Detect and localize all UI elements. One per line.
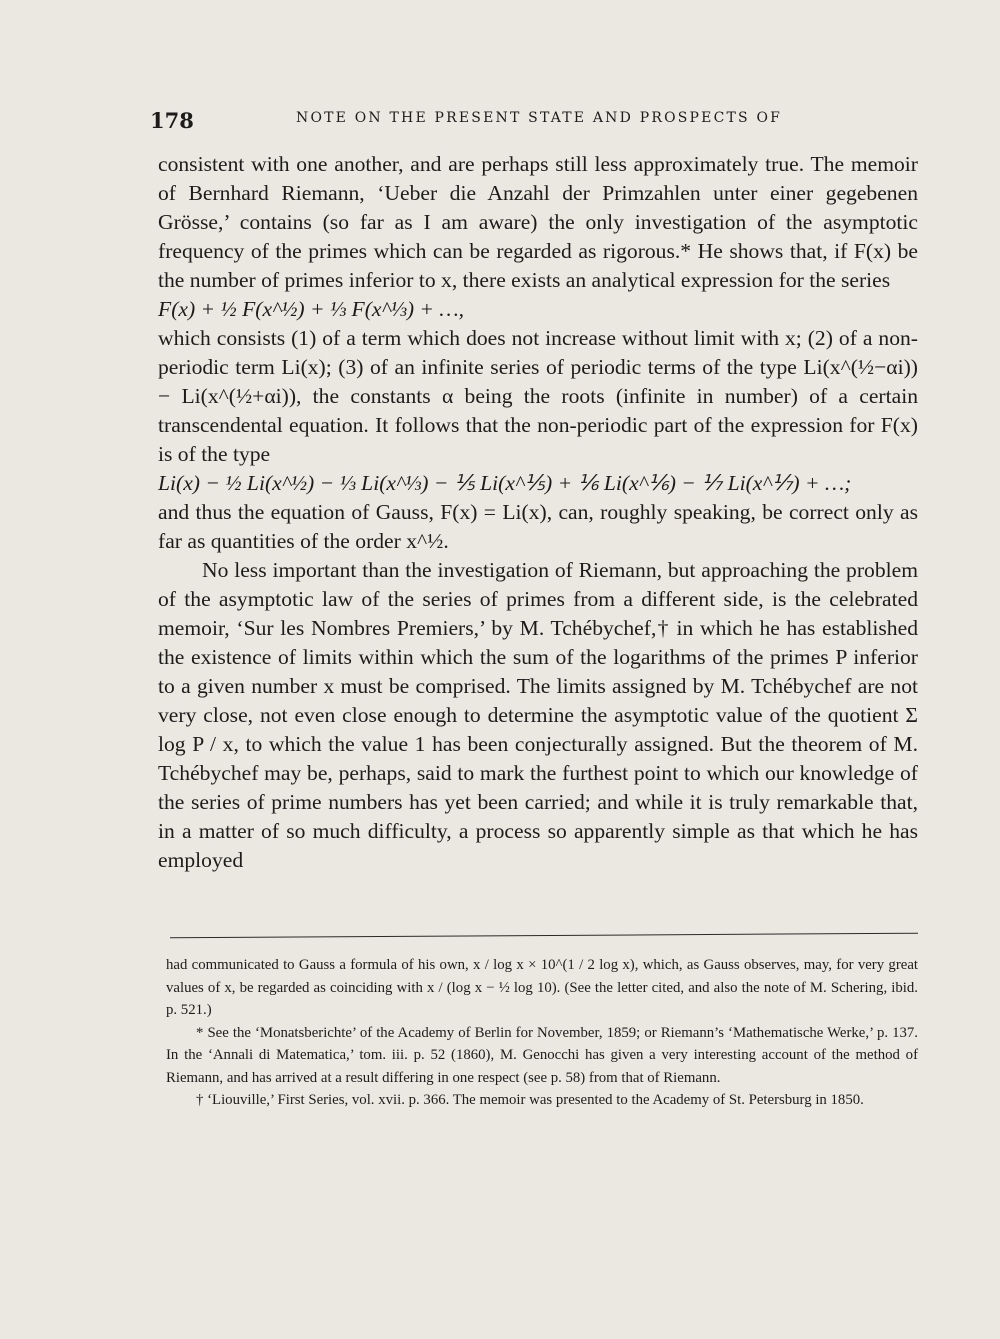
- footnote-dagger: † ‘Liouville,’ First Series, vol. xvii. p. 366. The memoir was presented to the Academy of St. Petersburg in 1850.: [196, 1092, 864, 1108]
- page-number: 178: [150, 108, 194, 133]
- footnote-asterisk: * See the ‘Monatsberichte’ of the Academy of Berlin for November, 1859; or Riemann’s ‘Mathematische Werke,’ p. 137. In the ‘Annali di Matematica,’ tom. iii. p. 52 (1860), M. Genocchi has given a very interesting account of the method of Riemann, and has arrived at a result differing in one respect (see p. 58) from that of Riemann.: [166, 1024, 918, 1086]
- footnote-rule: [170, 933, 918, 939]
- footnotes: [166, 954, 918, 1112]
- footnote-continued: had communicated to Gauss a formula of his own, x / log x × 10^(1 / 2 log x), which, as Gauss observes, may, for very great values of x, be regarded as coinciding with x / (log x − ½ log 10). (See the letter cited, and also the note of M. Schering, ibid. p. 521.): [166, 957, 918, 1018]
- formula-li-series: Li(x) − ½ Li(x^½) − ⅓ Li(x^⅓) − ⅕ Li(x^⅕) + ⅙ Li(x^⅙) − ⅐ Li(x^⅐) + …;: [158, 471, 852, 495]
- paragraph-4: No less important than the investigation of Riemann, but approaching the problem of the asymptotic law of the series of primes from a different side, is the celebrated memoir, ‘Sur les Nombres Premiers,’ by M. Tchébychef,† in which he has established the existence of limits within which the sum of the logarithms of the primes P inferior to a given number x must be comprised. The limits assigned by M. Tchébychef are not very close, not even close enough to determine the asymptotic value of the quotient Σ log P / x, to which the value 1 has been conjecturally assigned. But the theorem of M. Tchébychef may be, perhaps, said to mark the furthest point to which our knowledge of the series of prime numbers has yet been carried; and while it is truly remarkable that, in a matter of so much difficulty, a process so apparently simple as that which he has employed: [158, 558, 918, 872]
- paragraph-3: and thus the equation of Gauss, F(x) = Li(x), can, roughly speaking, be correct only as far as quantities of the order x^½.: [158, 500, 918, 553]
- main-text: [158, 150, 918, 875]
- running-head: NOTE ON THE PRESENT STATE AND PROSPECTS OF: [296, 110, 783, 126]
- formula-riemann-series: F(x) + ½ F(x^½) + ⅓ F(x^⅓) + …,: [158, 297, 464, 321]
- paragraph-1: consistent with one another, and are perhaps still less approximately true. The memoir of Bernhard Riemann, ‘Ueber die Anzahl der Primzahlen unter einer gegebenen Grösse,’ contains (so far as I am aware) the only investigation of the asymptotic frequency of the primes which can be regarded as rigorous.* He shows that, if F(x) be the number of primes inferior to x, there exists an analytical expression for the series: [158, 152, 918, 292]
- paragraph-2: which consists (1) of a term which does not increase without limit with x; (2) of a non-periodic term Li(x); (3) of an infinite series of periodic terms of the type Li(x^(½−αi)) − Li(x^(½+αi)), the constants α being the roots (infinite in number) of a certain transcendental equation. It follows that the non-periodic part of the expression for F(x) is of the type: [158, 326, 918, 466]
